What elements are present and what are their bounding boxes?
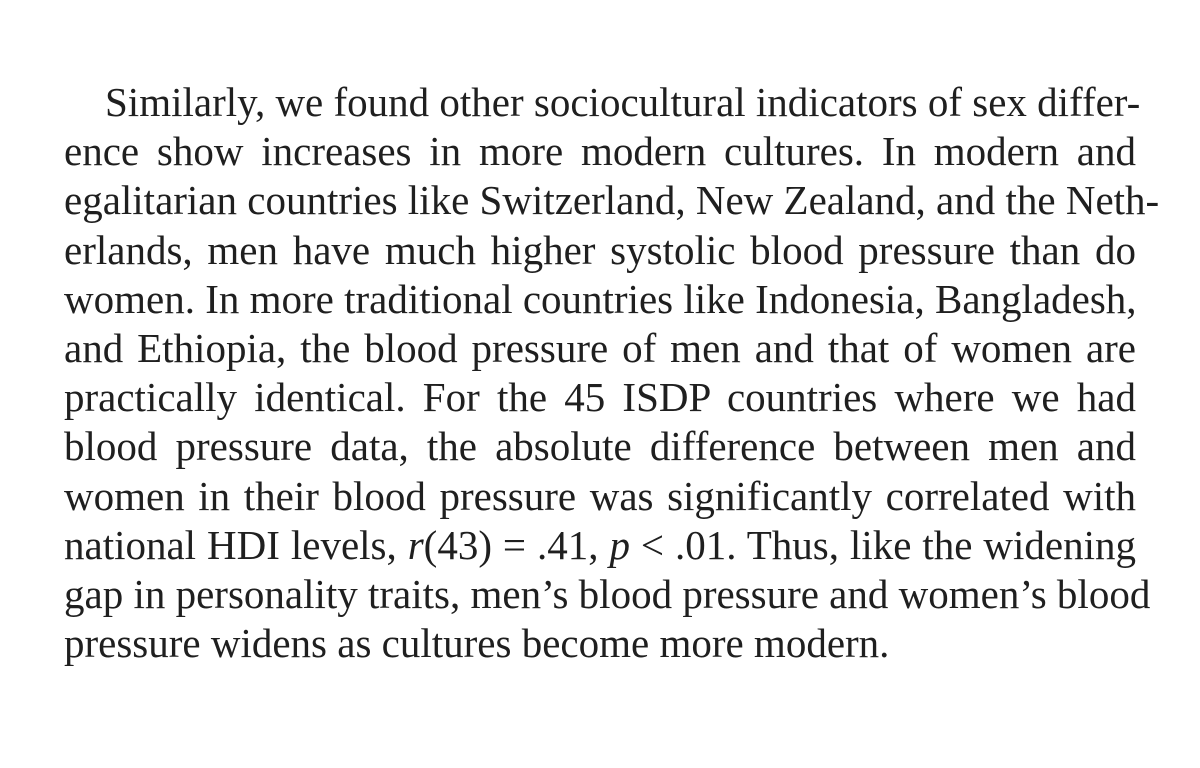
text-line: gap in personality traits, men’s blood pressure and women’s blood xyxy=(64,570,1151,617)
text-line: practically identical. For the 45 ISDP countries where we had xyxy=(64,374,1136,421)
statistic-tail-text: < .01. Thus, like the widening xyxy=(629,521,1136,568)
text-line: Similarly, we found other sociocultural indicators of sex differ- xyxy=(105,79,1141,125)
statistic-df-value: (43) = .41, xyxy=(423,521,610,568)
text-line: women. In more traditional countries like Indonesia, Bangladesh, xyxy=(64,275,1137,322)
text-line: blood pressure data, the absolute difference between men and xyxy=(64,423,1136,470)
text-line: egalitarian countries like Switzerland, New Zealand, and the Neth- xyxy=(64,177,1160,224)
body-paragraph xyxy=(64,78,1160,668)
statistic-p-symbol: p xyxy=(609,521,630,568)
text-line-with-statistic xyxy=(64,521,1136,570)
text-line: pressure widens as cultures become more modern. xyxy=(64,620,890,667)
text-line: and Ethiopia, the blood pressure of men and that of women are xyxy=(64,324,1136,371)
text-line: ence show increases in more modern cultures. In modern and xyxy=(64,128,1136,175)
text-line: women in their blood pressure was significantly correlated with xyxy=(64,472,1136,519)
statistic-r-symbol: r xyxy=(407,521,424,568)
statistic-lead-text: national HDI levels, xyxy=(64,521,408,568)
text-line: erlands, men have much higher systolic blood pressure than do xyxy=(64,226,1136,273)
